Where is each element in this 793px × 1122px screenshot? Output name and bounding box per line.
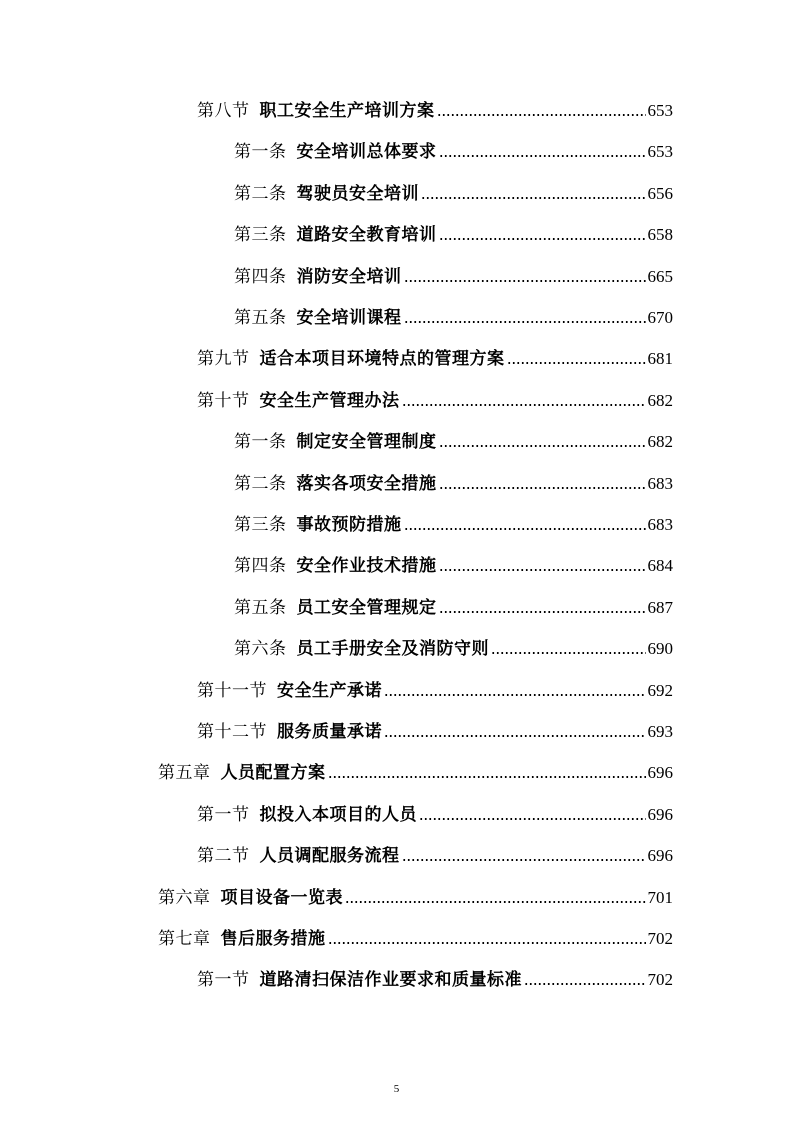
toc-entry-number: 第一节 [197,804,250,825]
toc-entry-page: 693 [647,722,673,741]
toc-entry-page: 687 [647,597,673,617]
toc-entry-number: 第四条 [234,556,287,577]
toc-entry-number: 第二条 [234,473,287,494]
toc-entry[interactable] [234,593,673,619]
toc-entry-title: 制定安全管理制度 [296,432,437,453]
toc-entry[interactable] [197,841,673,867]
toc-entry-number: 第一节 [197,970,250,991]
toc-dot-leader [404,527,646,531]
toc-entry-page: 701 [647,887,673,907]
toc-entry-title: 员工安全管理规定 [296,597,437,618]
toc-entry-number: 第五章 [158,763,211,784]
page-number: 5 [393,1083,400,1095]
toc-entry[interactable] [234,634,673,660]
toc-entry-page: 683 [647,515,673,534]
toc-entry-title: 安全培训课程 [296,308,402,328]
toc-dot-leader [524,982,646,986]
toc-entry-title: 售后服务措施 [220,929,326,949]
toc-entry-title: 落实各项安全措施 [296,473,437,494]
toc-entry-page: 670 [647,308,673,327]
toc-entry-number: 第五条 [234,308,287,328]
toc-entry-title: 安全生产管理办法 [259,390,400,411]
toc-entry-number: 第九节 [197,349,250,370]
toc-dot-leader [404,279,646,283]
toc-entry-number: 第七章 [158,929,211,949]
toc-entry-page: 702 [647,970,673,990]
toc-entry-page: 683 [647,473,673,493]
toc-entry[interactable] [197,344,673,370]
toc-entry[interactable] [158,883,673,909]
toc-entry-title: 人员调配服务流程 [259,846,400,867]
toc-dot-leader [437,113,646,117]
toc-entry-number: 第四条 [234,266,287,287]
toc-entry[interactable] [234,510,673,536]
toc-entry-number: 第十一节 [197,680,267,701]
toc-dot-leader [402,403,646,407]
toc-entry-title: 人员配置方案 [220,763,326,784]
toc-entry[interactable] [234,262,673,288]
toc-dot-leader [419,817,646,821]
toc-entry-page: 684 [647,556,673,576]
toc-dot-leader [439,610,646,614]
toc-entry-number: 第二条 [234,183,287,204]
toc-entry[interactable] [234,303,673,329]
toc-entry[interactable] [234,179,673,205]
toc-entry-number: 第十节 [197,390,250,411]
toc-dot-leader [439,237,646,241]
toc-dot-leader [384,693,646,697]
toc-entry-page: 665 [647,266,673,286]
toc-entry-page: 690 [647,639,673,659]
toc-entry-title: 道路清扫保洁作业要求和质量标准 [259,970,522,991]
toc-dot-leader [328,775,646,779]
toc-entry-number: 第二节 [197,846,250,867]
toc-entry-page: 681 [647,349,673,369]
toc-entry-page: 696 [647,763,673,783]
toc-dot-leader [328,941,646,945]
toc-entry-number: 第一条 [234,432,287,453]
toc-entry-title: 项目设备一览表 [220,887,343,908]
toc-entry-title: 职工安全生产培训方案 [259,101,435,121]
toc-entry[interactable] [234,469,673,495]
toc-entry-title: 驾驶员安全培训 [296,183,419,204]
toc-dot-leader [439,568,646,572]
toc-entry-number: 第十二节 [197,722,267,742]
toc-entry[interactable] [234,427,673,453]
toc-entry-title: 安全作业技术措施 [296,556,437,577]
toc-dot-leader [439,444,646,448]
toc-entry-title: 道路安全教育培训 [296,225,437,246]
toc-entry-number: 第三条 [234,515,287,535]
toc-entry-page: 653 [647,142,673,162]
toc-entry[interactable] [234,551,673,577]
toc-entry-page: 692 [647,680,673,700]
toc-entry[interactable] [197,965,673,991]
toc-dot-leader [507,361,646,365]
toc-entry[interactable] [158,924,673,950]
toc-dot-leader [384,734,646,738]
toc-dot-leader [345,900,646,904]
toc-entry-number: 第三条 [234,225,287,246]
toc-entry-page: 702 [647,929,673,948]
toc-dot-leader [491,651,646,655]
toc-entry-page: 656 [647,183,673,203]
toc-entry[interactable] [197,800,673,826]
toc-entry-page: 696 [647,804,673,824]
toc-entry-title: 适合本项目环境特点的管理方案 [259,349,505,370]
toc-entry[interactable] [197,676,673,702]
toc-entry-page: 658 [647,225,673,245]
toc-dot-leader [402,858,646,862]
toc-entry[interactable] [234,137,673,163]
toc-entry-page: 696 [647,846,673,866]
toc-dot-leader [404,320,646,324]
toc-entry[interactable] [158,758,673,784]
toc-entry-number: 第六章 [158,887,211,908]
toc-entry-number: 第一条 [234,142,287,163]
toc-entry-number: 第八节 [197,101,250,121]
toc-entry-title: 消防安全培训 [296,266,402,287]
toc-entry-page: 682 [647,432,673,452]
toc-entry-title: 服务质量承诺 [277,722,382,742]
toc-dot-leader [439,486,646,490]
toc-entry[interactable] [197,96,673,122]
toc-entry-title: 事故预防措施 [296,515,402,535]
toc-dot-leader [421,196,646,200]
toc-entry-number: 第五条 [234,597,287,618]
toc-dot-leader [439,154,646,158]
toc-entry-page: 682 [647,390,673,410]
toc-entry-title: 安全生产承诺 [277,680,382,701]
toc-entry[interactable] [197,717,673,743]
toc-entry-title: 拟投入本项目的人员 [259,804,417,825]
toc-entry-title: 员工手册安全及消防守则 [296,639,489,660]
toc-entry[interactable] [197,386,673,412]
toc-entry[interactable] [234,220,673,246]
toc-entry-page: 653 [647,101,673,120]
toc-entry-title: 安全培训总体要求 [296,142,437,163]
toc-entry-number: 第六条 [234,639,287,660]
